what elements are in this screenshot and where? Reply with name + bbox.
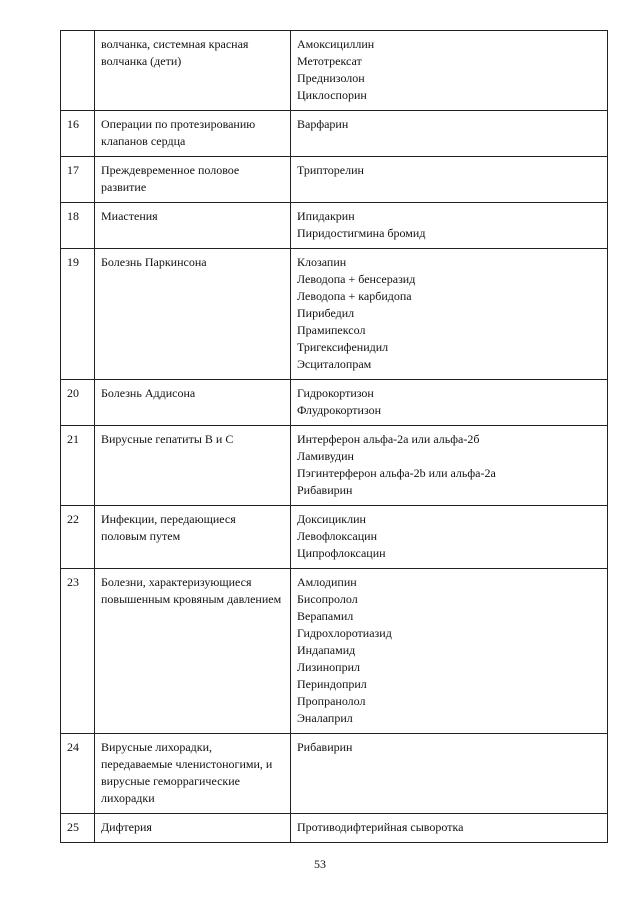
- row-number-cell: 16: [61, 111, 95, 157]
- drug-name: Метотрексат: [297, 54, 362, 68]
- row-number-cell: 25: [61, 814, 95, 843]
- table-row: [61, 506, 608, 569]
- disease-cell: Болезнь Паркинсона: [95, 249, 291, 380]
- disease-cell: Операции по протезированию клапанов сердца: [95, 111, 291, 157]
- drugs-cell: [291, 814, 608, 843]
- drug-name: Преднизолон: [297, 71, 365, 85]
- drugs-cell: [291, 157, 608, 203]
- drugs-cell: [291, 203, 608, 249]
- drug-name: Пропранолол: [297, 694, 366, 708]
- row-number-cell: 18: [61, 203, 95, 249]
- drug-name: Леводопа + бенсеразид: [297, 272, 416, 286]
- drug-name: Прамипексол: [297, 323, 366, 337]
- drug-name: Противодифтерийная сыворотка: [297, 820, 464, 834]
- drug-name: Эналаприл: [297, 711, 353, 725]
- drug-name: Индапамид: [297, 643, 356, 657]
- row-number-cell: 21: [61, 426, 95, 506]
- drug-name: Рибавирин: [297, 483, 353, 497]
- drug-name: Гидрокортизон: [297, 386, 374, 400]
- table-row: [61, 814, 608, 843]
- drug-name: Левофлоксацин: [297, 529, 378, 543]
- drug-name: Бисопролол: [297, 592, 358, 606]
- drugs-cell: [291, 506, 608, 569]
- page-number: 53: [314, 857, 326, 871]
- disease-cell: Дифтерия: [95, 814, 291, 843]
- drug-name: Ламивудин: [297, 449, 354, 463]
- disease-cell: Преждевременное половое развитие: [95, 157, 291, 203]
- row-number-cell: 23: [61, 569, 95, 734]
- drug-name: Ципрофлоксацин: [297, 546, 386, 560]
- row-number-cell: 24: [61, 734, 95, 814]
- drug-name: Интерферон альфа-2а или альфа-2б: [297, 432, 480, 446]
- row-number-cell: 17: [61, 157, 95, 203]
- drug-name: Пэгинтерферон альфа-2b или альфа-2а: [297, 466, 496, 480]
- drug-name: Рибавирин: [297, 740, 353, 754]
- drug-name: Амлодипин: [297, 575, 357, 589]
- drug-name: Периндоприл: [297, 677, 367, 691]
- table-row: [61, 569, 608, 734]
- drug-name: Ипидакрин: [297, 209, 355, 223]
- drugs-cell: [291, 31, 608, 111]
- disease-cell: Болезнь Аддисона: [95, 380, 291, 426]
- disease-cell: Вирусные гепатиты B и C: [95, 426, 291, 506]
- disease-cell: Миастения: [95, 203, 291, 249]
- disease-cell: Вирусные лихорадки, передаваемые членистоногими, и вирусные геморрагические лихорадки: [95, 734, 291, 814]
- table-body: [61, 31, 608, 843]
- disease-drug-table: [60, 30, 608, 843]
- table-row: [61, 426, 608, 506]
- table-row: [61, 380, 608, 426]
- drug-name: Леводопа + карбидопа: [297, 289, 412, 303]
- drug-name: Пиридостигмина бромид: [297, 226, 426, 240]
- drug-name: Трипторелин: [297, 163, 364, 177]
- row-number-cell: 20: [61, 380, 95, 426]
- drug-name: Тригексифенидил: [297, 340, 389, 354]
- drugs-cell: [291, 426, 608, 506]
- table-row: [61, 249, 608, 380]
- drugs-cell: [291, 111, 608, 157]
- disease-cell: Инфекции, передающиеся половым путем: [95, 506, 291, 569]
- drug-name: Верапамил: [297, 609, 354, 623]
- disease-cell: волчанка, системная красная волчанка (дети): [95, 31, 291, 111]
- drug-name: Циклоспорин: [297, 88, 367, 102]
- table-row: [61, 111, 608, 157]
- row-number-cell: 19: [61, 249, 95, 380]
- row-number-cell: 22: [61, 506, 95, 569]
- table-row: [61, 734, 608, 814]
- drug-name: Эсциталопрам: [297, 357, 372, 371]
- table-row: [61, 203, 608, 249]
- drug-name: Гидрохлоротиазид: [297, 626, 392, 640]
- drugs-cell: [291, 734, 608, 814]
- drug-name: Флудрокортизон: [297, 403, 382, 417]
- drugs-cell: [291, 249, 608, 380]
- drug-name: Амоксициллин: [297, 37, 375, 51]
- table-row: [61, 31, 608, 111]
- drugs-cell: [291, 569, 608, 734]
- disease-cell: Болезни, характеризующиеся повышенным кровяным давлением: [95, 569, 291, 734]
- drug-name: Варфарин: [297, 117, 349, 131]
- drugs-cell: [291, 380, 608, 426]
- drug-name: Доксициклин: [297, 512, 366, 526]
- drug-name: Пирибедил: [297, 306, 355, 320]
- drug-name: Лизиноприл: [297, 660, 360, 674]
- drug-name: Клозапин: [297, 255, 347, 269]
- row-number-cell: [61, 31, 95, 111]
- table-row: [61, 157, 608, 203]
